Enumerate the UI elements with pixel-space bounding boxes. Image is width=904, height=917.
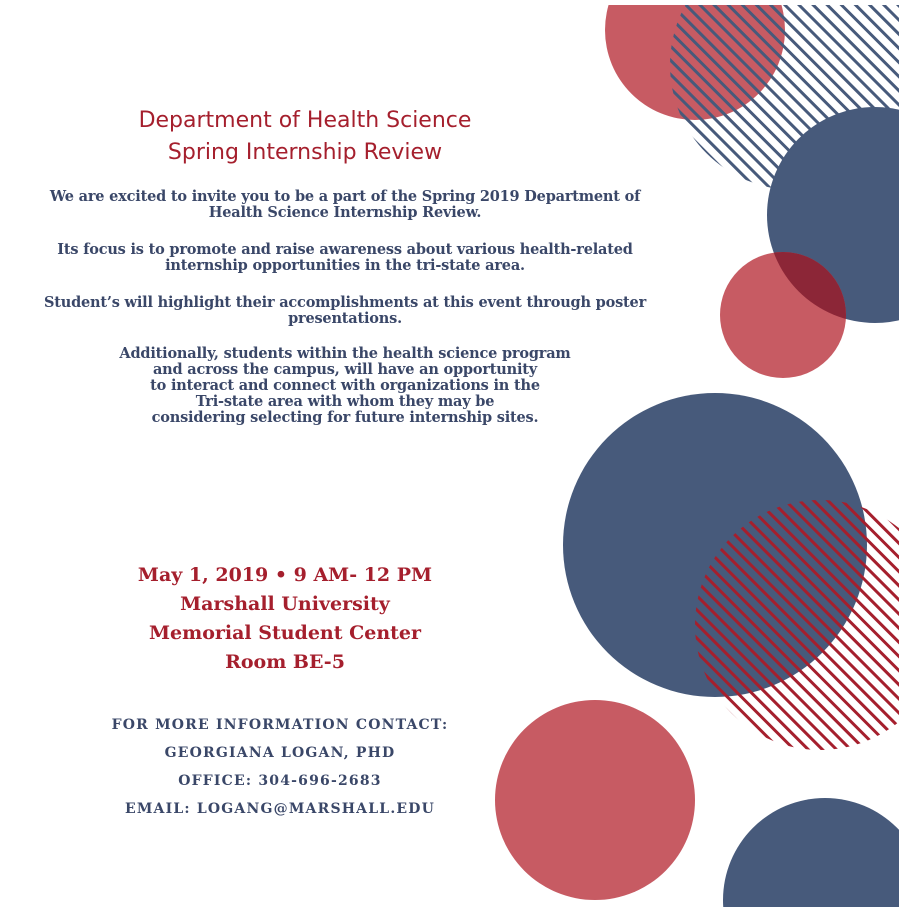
contact-office: OFFICE: 304-696-2683 [178,773,382,789]
red-circle-bottom [495,700,695,900]
paragraph-line: We are excited to invite you to be a part of the Spring 2019 Department of [49,188,641,205]
paragraph-line: and across the campus, will have an opportunity [152,361,537,378]
event-date-time: May 1, 2019 • 9 AM- 12 PM [137,564,433,586]
paragraph-line: Student’s will highlight their accomplishments at this event through poster [43,294,647,311]
event-room: Room BE-5 [225,651,345,673]
paragraph-focus [25,242,665,274]
event-building: Memorial Student Center [148,622,422,644]
paragraph-line: considering selecting for future internship sites. [151,409,539,426]
event-details [85,561,485,677]
paragraph-invite [25,189,665,221]
paragraph-line: Additionally, students within the health science program [119,345,571,362]
title-line-2: Spring Internship Review [167,140,443,165]
paragraph-line: Its focus is to promote and raise awareness about various health-related [57,241,633,258]
contact-info [65,711,495,823]
paragraph-line: to interact and connect with organizations in the [150,377,540,394]
navy-circle-bottom [723,798,899,907]
flyer [5,5,899,907]
title-line-1: Department of Health Science [138,108,472,133]
paragraph-line: Tri-state area with whom they may be [195,393,495,410]
department-title [45,105,565,169]
contact-name: GEORGIANA LOGAN, PHD [164,745,396,761]
paragraph-additionally [25,346,665,426]
event-venue: Marshall University [180,593,390,615]
contact-email[interactable]: EMAIL: LOGANG@MARSHALL.EDU [124,801,436,817]
paragraph-line: Health Science Internship Review. [208,204,482,221]
paragraph-students [25,295,665,327]
paragraph-line: internship opportunities in the tri-state area. [165,257,525,274]
contact-heading: FOR MORE INFORMATION CONTACT: [111,717,449,733]
paragraph-line: presentations. [288,310,402,327]
